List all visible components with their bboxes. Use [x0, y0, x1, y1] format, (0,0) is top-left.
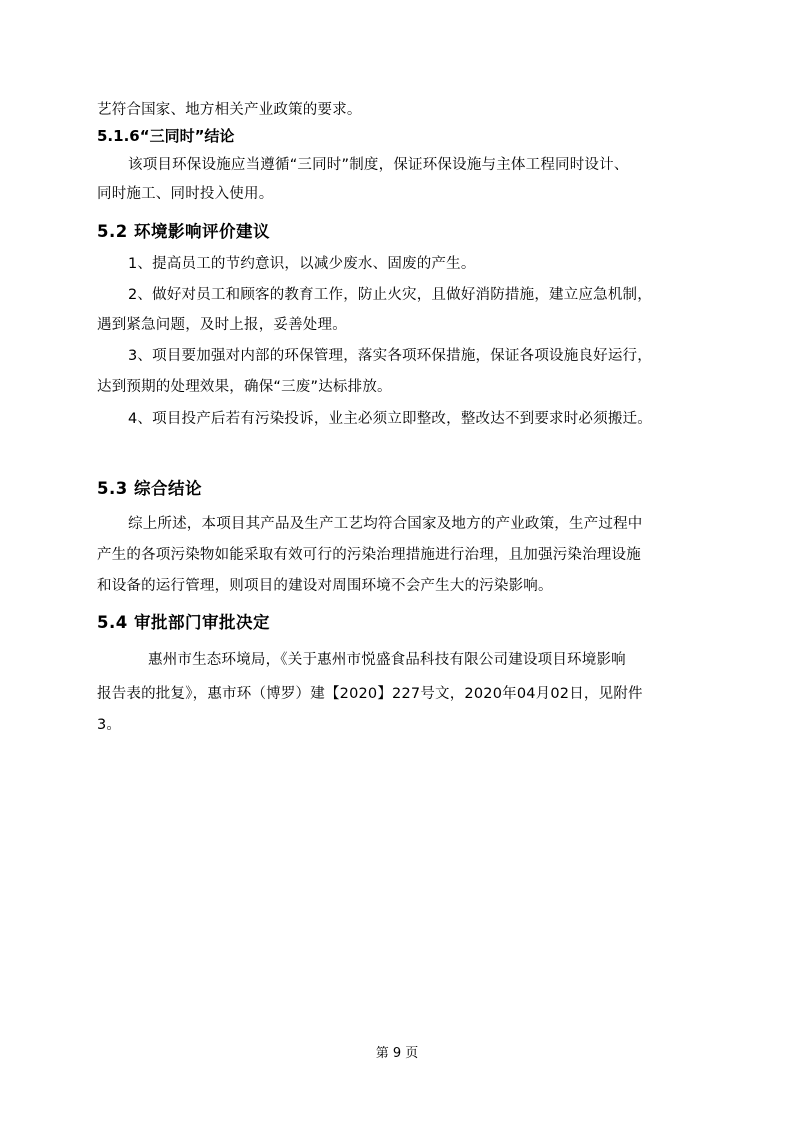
paragraph-line: 报告表的批复》，惠市环（博罗）建【2020】227号文，2020年04月02日，见附件 [97, 686, 643, 702]
section-5-4-heading: 5.4 审批部门审批决定 [97, 613, 270, 632]
paragraph-line: 产生的各项污染物如能采取有效可行的污染治理措施进行治理，且加强污染治理设施 [97, 547, 641, 563]
intro-line: 艺符合国家、地方相关产业政策的要求。 [97, 102, 362, 118]
list-item: 4、项目投产后若有污染投诉，业主必须立即整改，整改达不到要求时必须搬迁。 [128, 411, 652, 427]
paragraph-line: 同时施工、同时投入使用。 [97, 186, 274, 202]
page-number: 第 9 页 [375, 1046, 419, 1061]
paragraph-line: 综上所述，本项目其产品及生产工艺均符合国家及地方的产业政策，生产过程中 [128, 516, 643, 532]
section-5-1-6-heading: 5.1.6“三同时”结论 [97, 127, 235, 145]
paragraph-line: 惠州市生态环境局，《关于惠州市悦盛食品科技有限公司建设项目环境影响 [148, 652, 626, 668]
paragraph-line: 和设备的运行管理，则项目的建设对周围环境不会产生大的污染影响。 [97, 578, 553, 594]
section-5-2-heading: 5.2 环境影响评价建议 [97, 222, 270, 241]
section-5-3-heading: 5.3 综合结论 [97, 479, 202, 498]
paragraph-line: 该项目环保设施应当遵循“三同时”制度，保证环保设施与主体工程同时设计、 [128, 157, 629, 173]
list-item: 3、项目要加强对内部的环保管理，落实各项环保措施，保证各项设施良好运行， [128, 348, 652, 364]
list-item-continuation: 遇到紧急问题，及时上报，妥善处理。 [97, 317, 347, 333]
list-item: 1、提高员工的节约意识，以减少废水、固废的产生。 [128, 256, 476, 272]
list-item-continuation: 达到预期的处理效果，确保“三废”达标排放。 [97, 379, 392, 395]
list-item: 2、做好对员工和顾客的教育工作，防止火灾，且做好消防措施，建立应急机制， [128, 287, 652, 303]
paragraph-line: 3。 [97, 717, 122, 733]
